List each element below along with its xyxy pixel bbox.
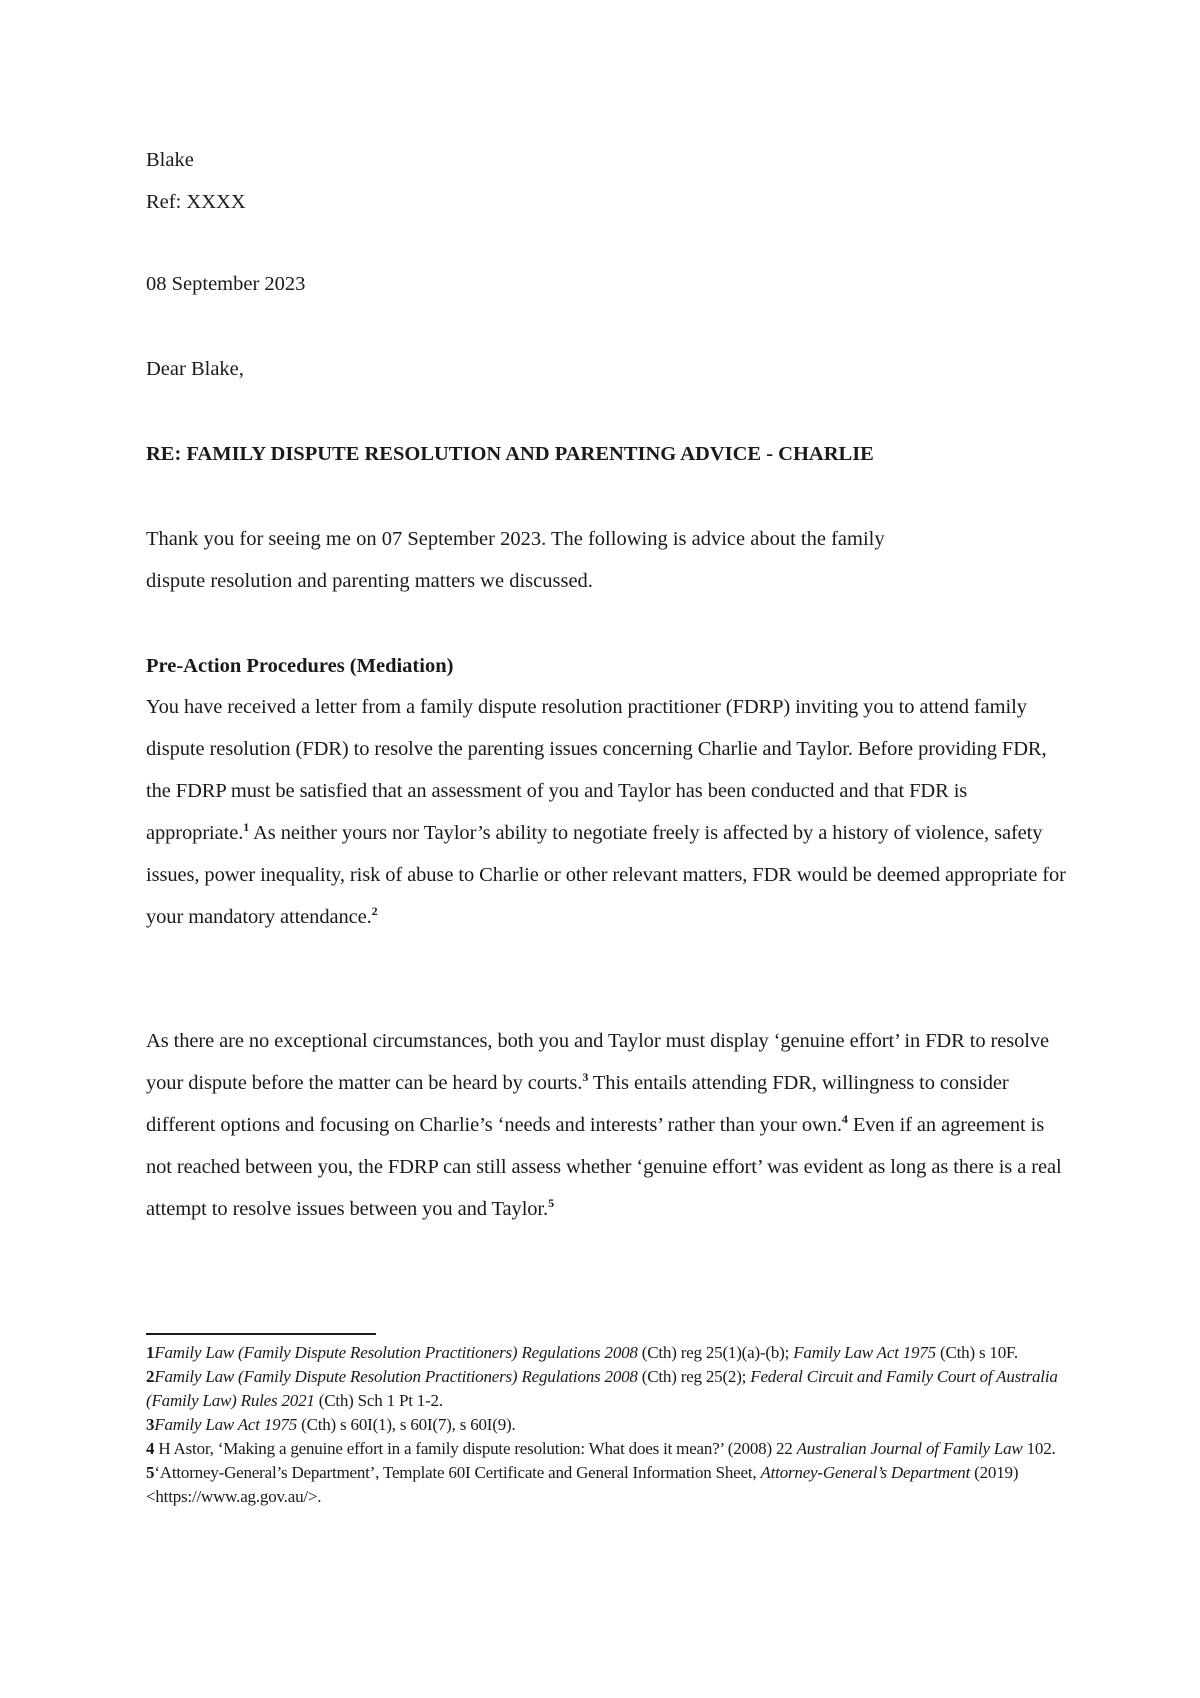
recipient-name: Blake [146,149,194,171]
footnote-text: (Cth) reg 25(1)(a)-(b); [637,1343,794,1362]
intro-line-2: dispute resolution and parenting matters we discussed. [146,570,593,592]
footnote-2 [146,1365,1066,1413]
footnote-ref: 5 [548,1196,554,1211]
paragraph-text: As there are no exceptional circumstances, both you and Taylor must display ‘genuine effort’ in FDR to resolve your dispute before the matter can be heard by courts. [146,1030,1049,1094]
footnote-citation: Family Law Act 1975 [793,1343,936,1362]
footnote-citation: Family Law Act 1975 [154,1415,298,1434]
footnote-number: 4 [146,1439,155,1458]
footnote-ref: 1 [243,820,250,835]
footnote-3 [146,1413,1066,1437]
paragraph-genuine-effort [146,1020,1066,1230]
footnote-citation: Family Law (Family Dispute Resolution Practitioners) Regulations 2008 [154,1367,638,1386]
footnote-text: (Cth) reg 25(2); [637,1367,751,1386]
footnote-citation: Attorney-General’s Department [760,1463,971,1482]
section-heading: Pre-Action Procedures (Mediation) [146,655,454,677]
footnote-text: 102. [1022,1439,1056,1458]
footnote-citation: Australian Journal of Family Law [796,1439,1023,1458]
paragraph-fdr-assessment [146,686,1066,938]
footnote-ref: 4 [841,1112,848,1127]
footnote-ref: 3 [582,1070,589,1085]
paragraph-text: Even if an agreement is not reached between you, the FDRP can still assess whether ‘genuine effort’ was evident as long as there is a real attempt to resolve issues between you and Taylor. [146,1114,1062,1220]
footnote-number: 3 [146,1415,155,1434]
footnotes [146,1341,1066,1509]
salutation: Dear Blake, [146,358,244,380]
footnote-separator [146,1333,376,1335]
subject-line: RE: FAMILY DISPUTE RESOLUTION AND PARENTING ADVICE - CHARLIE [146,443,874,465]
footnote-text: ‘Attorney-General’s Department’, Template 60I Certificate and General Information Sheet, [154,1463,761,1482]
footnote-text: (Cth) s 10F. [935,1343,1018,1362]
footnote-1 [146,1341,1066,1365]
footnote-citation: Federal Circuit and Family Court of Australia (Family Law) Rules 2021 [146,1367,1058,1410]
reference-number: Ref: XXXX [146,191,246,213]
footnote-ref: 2 [371,904,378,919]
intro-line-1: Thank you for seeing me on 07 September 2023. The following is advice about the family [146,528,885,550]
footnote-text: (2019) <https://www.ag.gov.au/>. [146,1463,1019,1506]
footnote-number: 1 [146,1343,155,1362]
paragraph-text: This entails attending FDR, willingness to consider different options and focusing on Charlie’s ‘needs and interests’ rather than your own. [146,1072,1009,1136]
footnote-text: (Cth) Sch 1 Pt 1-2. [314,1391,443,1410]
footnote-number: 5 [146,1463,155,1482]
footnote-5 [146,1461,1066,1509]
footnote-4 [146,1437,1066,1461]
footnote-text: (Cth) s 60I(1), s 60I(7), s 60I(9). [297,1415,516,1434]
footnote-text: H Astor, ‘Making a genuine effort in a family dispute resolution: What does it mean?’ (2008) 22 [154,1439,797,1458]
footnote-number: 2 [146,1367,155,1386]
paragraph-text: You have received a letter from a family dispute resolution practitioner (FDRP) inviting you to attend family dispute resolution (FDR) to resolve the parenting issues concerning Charlie and Taylor. Before providing FDR, the FDRP must be satisfied that an assessment of you and Taylor has been conducted and that FDR is appropriate. [146,696,1047,844]
paragraph-text: As neither yours nor Taylor’s ability to negotiate freely is affected by a history of violence, safety issues, power inequality, risk of abuse to Charlie or other relevant matters, FDR would be deemed appropriate for your mandatory attendance. [146,822,1066,928]
footnote-citation: Family Law (Family Dispute Resolution Practitioners) Regulations 2008 [154,1343,638,1362]
letter-date: 08 September 2023 [146,273,306,295]
